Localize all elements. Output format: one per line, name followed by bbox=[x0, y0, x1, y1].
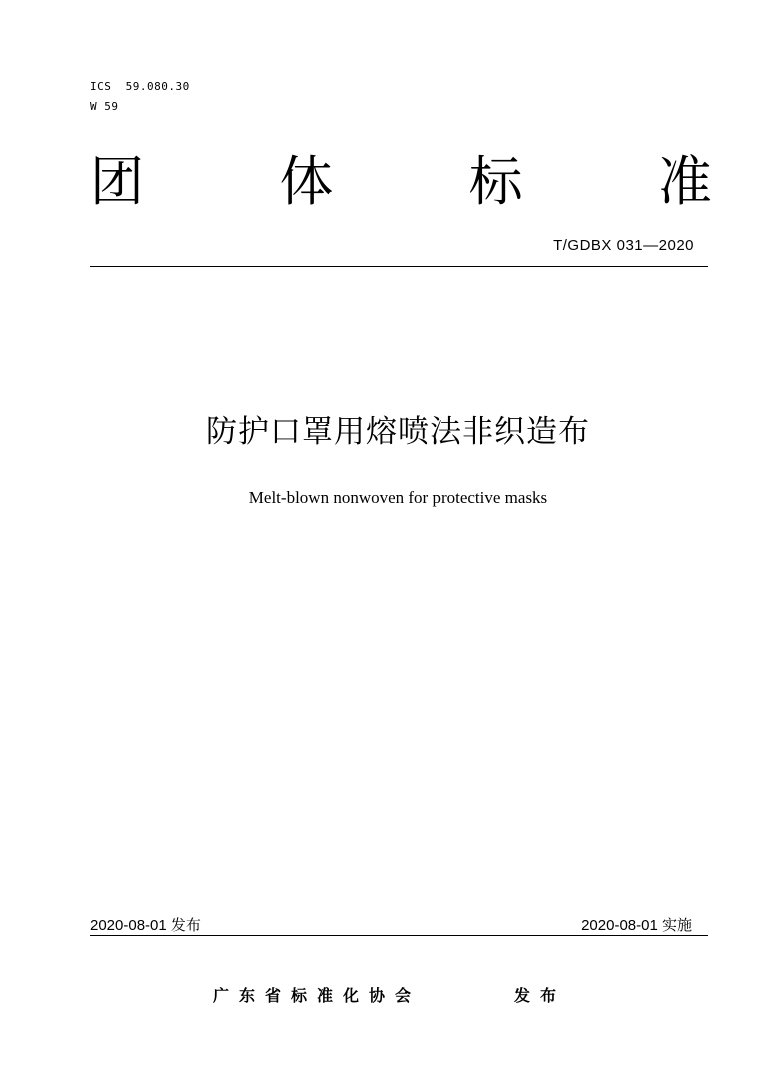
publish-label: 发布 bbox=[514, 986, 567, 1005]
header-divider bbox=[90, 266, 708, 267]
publisher-name: 广东省标准化协会 bbox=[213, 986, 422, 1005]
footer-divider bbox=[90, 935, 708, 936]
ics-code: ICS 59.080.30 bbox=[90, 80, 190, 93]
document-title-english: Melt-blown nonwoven for protective masks bbox=[248, 488, 548, 507]
document-title-chinese: 防护口罩用熔喷法非织造布 bbox=[206, 414, 590, 450]
standard-type-char: 准 bbox=[657, 150, 712, 213]
issue-date: 2020-08-01 发布 bbox=[90, 917, 201, 934]
standard-number: T/GDBX 031—2020 bbox=[553, 237, 694, 254]
standard-type-heading bbox=[90, 152, 712, 212]
standard-type-char: 标 bbox=[468, 150, 523, 213]
implementation-date: 2020-08-01 实施 bbox=[581, 917, 692, 934]
standard-type-char: 团 bbox=[90, 150, 144, 213]
classification-code: W 59 bbox=[90, 100, 119, 113]
standard-type-char: 体 bbox=[279, 150, 334, 213]
